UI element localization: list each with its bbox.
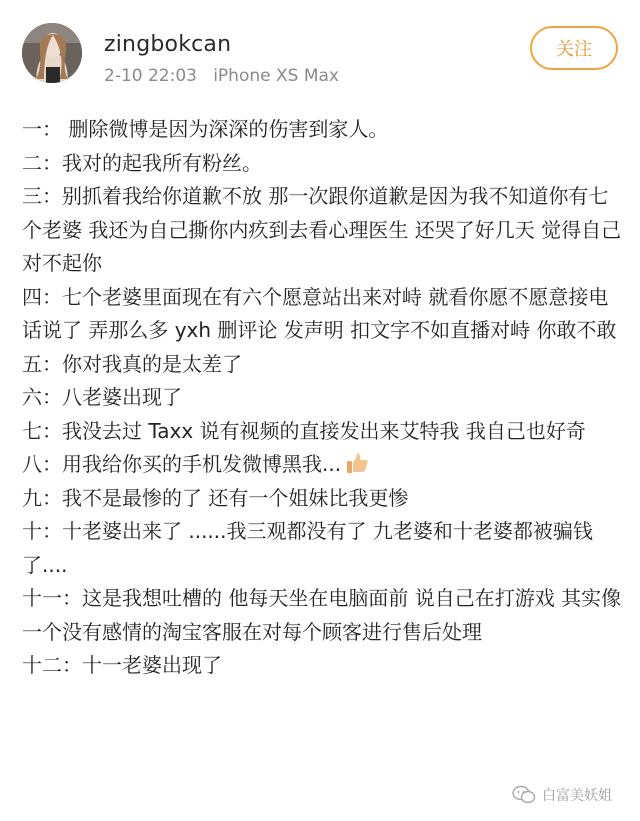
username[interactable]: zingbokcan <box>104 32 232 57</box>
post-line-8 <box>22 448 622 482</box>
post-line-2: 二：我对的起我所有粉丝。 <box>22 150 262 175</box>
watermark <box>512 782 612 808</box>
post-body <box>22 113 622 683</box>
post-header <box>0 0 640 100</box>
post-line-3: 三：别抓着我给你道歉不放 那一次跟你道歉是因为我不知道你有七个老婆 我还为自己撕你内疚到去看心理医生 还哭了好几天 觉得自己对不起你 <box>22 184 622 275</box>
watermark-text: 白富美妖姐 <box>542 788 612 804</box>
post-line-11: 十一：这是我想吐槽的 他每天坐在电脑面前 说自己在打游戏 其实像一个没有感情的淘宝客服在对每个顾客进行售后处理 <box>22 586 622 644</box>
avatar[interactable] <box>22 23 82 83</box>
post-line-6: 六：八老婆出现了 <box>22 385 182 409</box>
post-line-10: 十：十老婆出来了 ......我三观都没有了 九老婆和十老婆都被骗钱了.... <box>22 519 593 577</box>
post-device: iPhone XS Max <box>213 66 339 86</box>
follow-button[interactable]: 关注 <box>530 26 618 70</box>
post-line-8-text: 八：用我给你买的手机发微博黑我... <box>22 452 342 476</box>
avatar-photo <box>22 23 82 83</box>
post-meta <box>104 66 339 86</box>
post-time: 2-10 22:03 <box>104 66 197 86</box>
post-line-5: 五：你对我真的是太差了 <box>22 351 242 376</box>
post-line-7: 七：我没去过 Taxx 说有视频的直接发出来艾特我 我自己也好奇 <box>22 418 586 443</box>
thumbs-up-icon <box>345 451 369 475</box>
post-line-12: 十二：十一老婆出现了 <box>22 653 222 677</box>
post-line-1: 一： 删除微博是因为深深的伤害到家人。 <box>22 117 389 141</box>
wechat-icon <box>512 785 536 805</box>
post-line-9: 九：我不是最惨的了 还有一个姐妹比我更惨 <box>22 485 409 510</box>
post-line-4: 四：七个老婆里面现在有六个愿意站出来对峙 就看你愿不愿意接电话说了 弄那么多 yxh 删评论 发声明 扣文字不如直播对峙 你敢不敢 <box>22 284 617 342</box>
